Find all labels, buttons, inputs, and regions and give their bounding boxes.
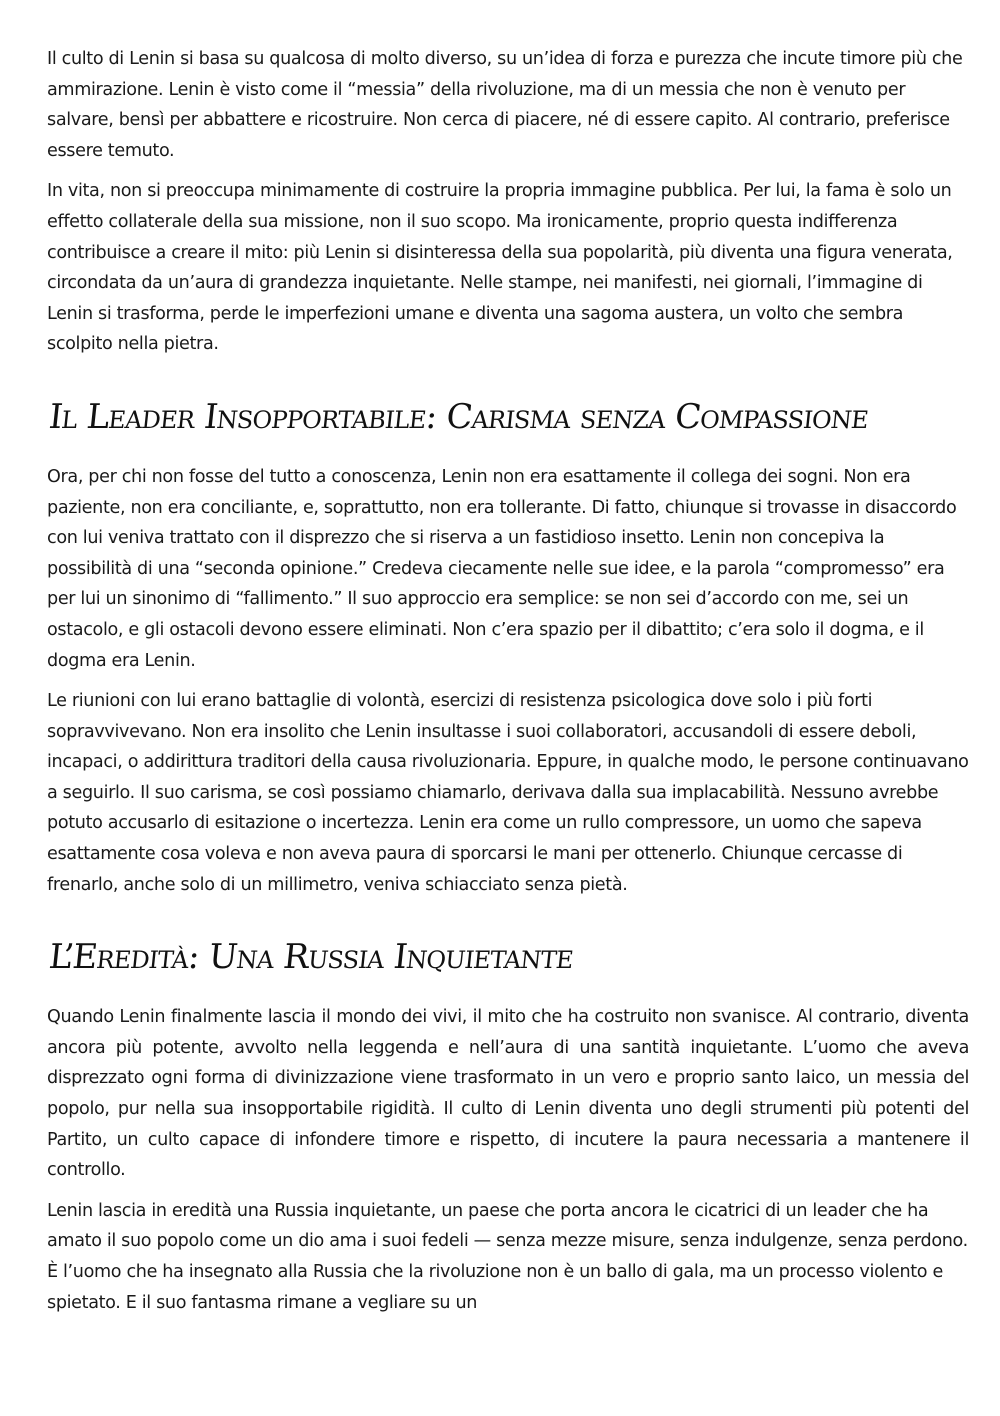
paragraph: Quando Lenin finalmente lascia il mondo dei vivi, il mito che ha costruito non svanisce. Al contrario, diventa ancora più potente, avvolto nella leggenda e nell’aura di una santità inquietante. L’uomo che aveva disprezzato ogni forma di divinizzazione viene trasformato in un vero e proprio santo laico, un messia del popolo, pur nella sua insopportabile rigidità. Il culto di Lenin diventa uno degli strumenti più potenti del Partito, un culto capace di infondere timore e rispetto, di incutere la paura necessaria a mantenere il controllo. [47, 1007, 969, 1181]
section-heading: L’Eredità: Una Russia Inquietante [47, 937, 576, 978]
document-page [47, 44, 969, 1328]
paragraph: Le riunioni con lui erano battaglie di volontà, esercizi di resistenza psicologica dove solo i più forti sopravvivevano. Non era insolito che Lenin insultasse i suoi collaboratori, accusandoli di essere deboli, incapaci, o addirittura traditori della causa rivoluzionaria. Eppure, in qualche modo, le persone continuavano a seguirlo. Il suo carisma, se così possiamo chiamarlo, derivava dalla sua implacabilità. Nessuno avrebbe potuto accusarlo di esitazione o incertezza. Lenin era come un rullo compressore, un uomo che sapeva esattamente cosa voleva e non aveva paura di sporcarsi le mani per ottenerlo. Chiunque cercasse di frenarlo, anche solo di un millimetro, veniva schiacciato senza pietà. [47, 691, 969, 895]
paragraph: Lenin lascia in eredità una Russia inquietante, un paese che porta ancora le cicatrici di un leader che ha amato il suo popolo come un dio ama i suoi fedeli — senza mezze misure, senza indulgenze, senza perdono. È l’uomo che ha insegnato alla Russia che la rivoluzione non è un ballo di gala, ma un processo violento e spietato. E il suo fantasma rimane a vegliare su un [47, 1200, 968, 1313]
paragraph: In vita, non si preoccupa minimamente di costruire la propria immagine pubblica. Per lui, la fama è solo un effetto collaterale della sua missione, non il suo scopo. Ma ironicamente, proprio questa indifferenza contribuisce a creare il mito: più Lenin si disinteressa della sua popolarità, più diventa una figura venerata, circondata da un’aura di grandezza inquietante. Nelle stampe, nei manifesti, nei giornali, l’immagine di Lenin si trasforma, perde le imperfezioni umane e diventa una sagoma austera, un volto che sembra scolpito nella pietra. [47, 181, 953, 355]
paragraph: Ora, per chi non fosse del tutto a conoscenza, Lenin non era esattamente il collega dei sogni. Non era paziente, non era conciliante, e, soprattutto, non era tollerante. Di fatto, chiunque si trovasse in disaccordo con lui veniva trattato con il disprezzo che si riserva a un fastidioso insetto. Lenin non concepiva la possibilità di una “seconda opinione.” Credeva ciecamente nelle sue idee, e la parola “compromesso” era per lui un sinonimo di “fallimento.” Il suo approccio era semplice: se non sei d’accordo con me, sei un ostacolo, e gli ostacoli devono essere eliminati. Non c’era spazio per il dibattito; c’era solo il dogma, e il dogma era Lenin. [47, 466, 957, 671]
section-heading: Il Leader Insopportabile: Carisma senza Compassione [47, 396, 871, 437]
paragraph: Il culto di Lenin si basa su qualcosa di molto diverso, su un’idea di forza e purezza che incute timore più che ammirazione. Lenin è visto come il “messia” della rivoluzione, ma di un messia che non è venuto per salvare, bensì per abbattere e ricostruire. Non cerca di piacere, né di essere capito. Al contrario, preferisce essere temuto. [47, 49, 963, 161]
